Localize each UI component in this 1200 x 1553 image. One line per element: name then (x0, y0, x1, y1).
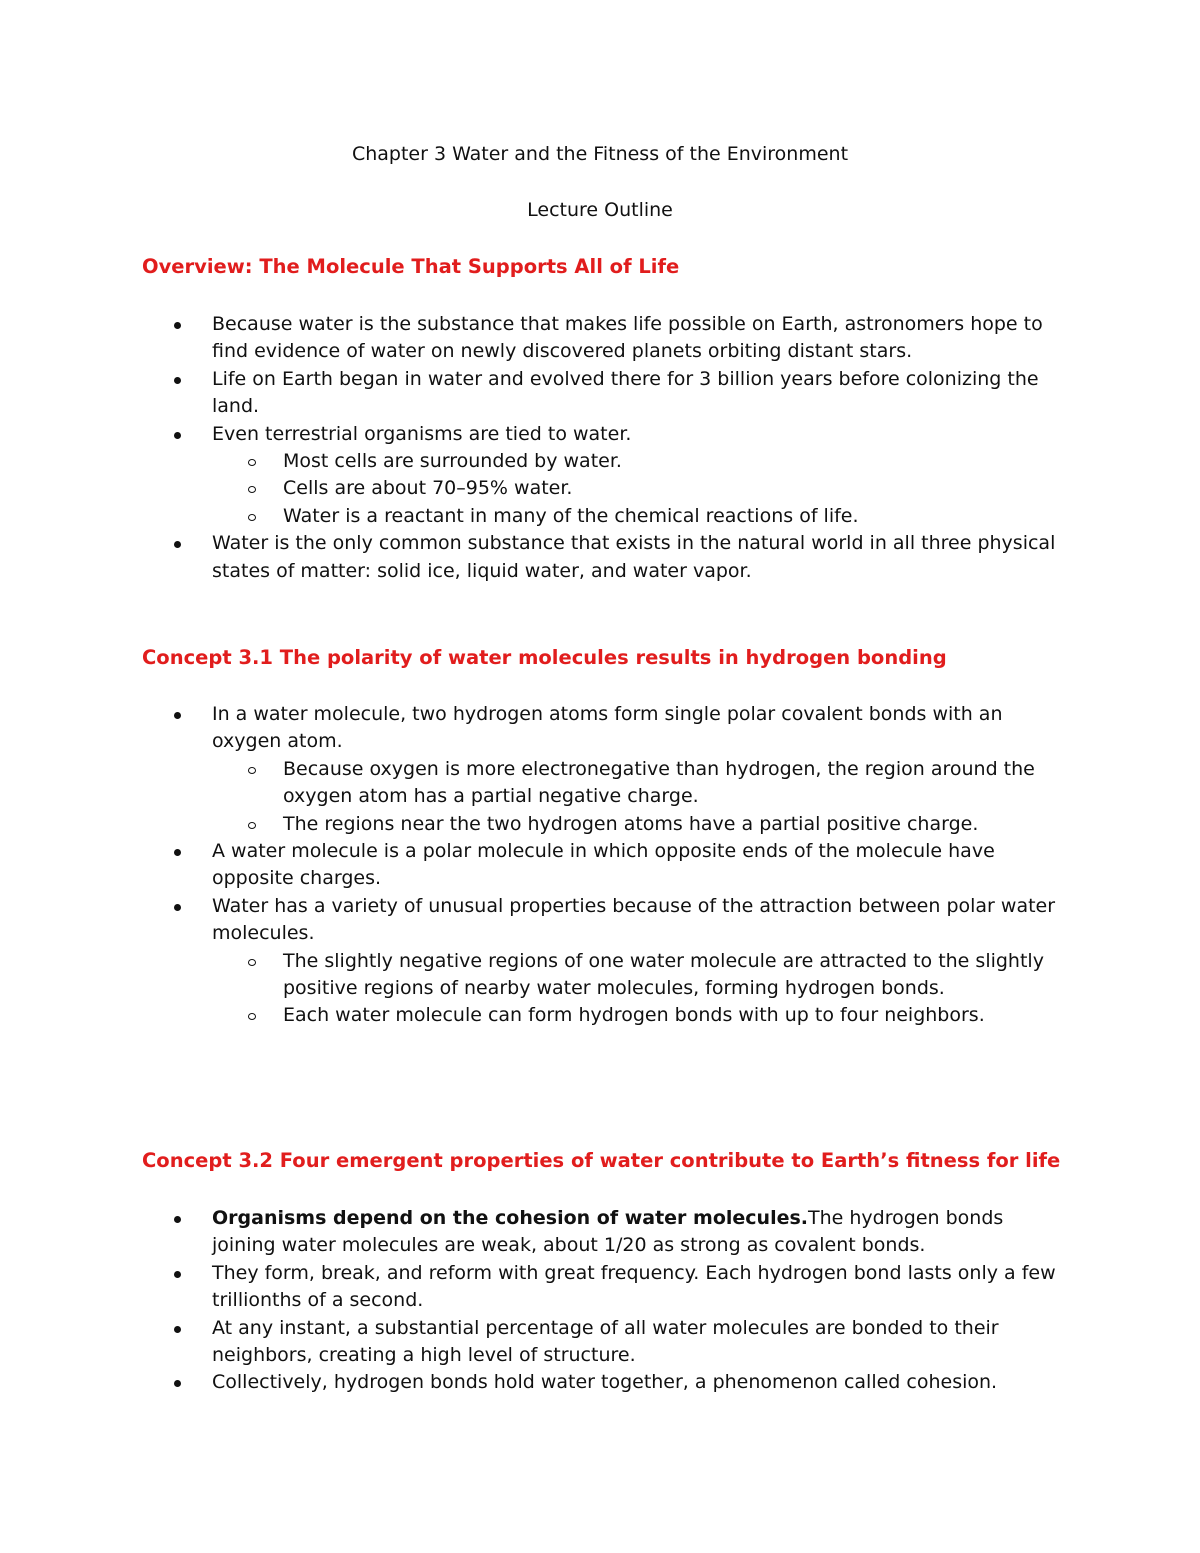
circle-bullet-icon (248, 514, 256, 521)
bullet-icon (174, 322, 181, 329)
list-item (0, 366, 1200, 421)
list-item (0, 530, 1200, 585)
bullet-icon (174, 432, 181, 439)
concept-3-2-heading: Concept 3.2 Four emergent properties of water contribute to Earth’s fitness for life (142, 1149, 1061, 1172)
list-item-text: Collectively, hydrogen bonds hold water together, a phenomenon called cohesion. (212, 1371, 998, 1394)
list-item-text: Because oxygen is more electronegative than hydrogen, the region around the oxygen atom has a partial negative charge. (283, 757, 1035, 808)
sub-list-item (0, 448, 1200, 475)
list-item-text: In a water molecule, two hydrogen atoms form single polar covalent bonds with an oxygen atom. (212, 703, 1003, 753)
list-item-text: The slightly negative regions of one water molecule are attracted to the slightly positive regions of nearby water molecules, forming hydrogen bonds. (283, 949, 1044, 1000)
overview-heading: Overview: The Molecule That Supports All of Life (142, 255, 680, 278)
list-item (0, 1315, 1200, 1370)
list-item-text: Cells are about 70–95% water. (283, 477, 573, 500)
bullet-icon (174, 1216, 181, 1223)
list-item-bold-text: Organisms depend on the cohesion of water molecules. (212, 1207, 809, 1229)
circle-bullet-icon (248, 959, 256, 966)
list-item (0, 838, 1200, 893)
bullet-icon (174, 1380, 181, 1387)
bullet-icon (174, 377, 181, 384)
list-item-text: Water has a variety of unusual properties because of the attraction between polar water molecules. (212, 894, 1056, 945)
list-item-text: The hydrogen bonds joining water molecules are weak, about 1/20 as strong as covalent bonds. (212, 1207, 1004, 1257)
list-item-text: Most cells are surrounded by water. (283, 450, 622, 473)
concept-3-2-list (0, 1205, 1200, 1397)
document-title: Chapter 3 Water and the Fitness of the Environment (351, 143, 849, 165)
bullet-icon (174, 541, 181, 548)
list-item (0, 421, 1200, 448)
list-item-text: Because water is the substance that makes life possible on Earth, astronomers hope to find evidence of water on newly discovered planets orbiting distant stars. (212, 313, 1043, 363)
list-item-text: The regions near the two hydrogen atoms have a partial positive charge. (283, 812, 979, 835)
concept-3-1-list (0, 701, 1200, 1030)
list-item (0, 311, 1200, 366)
concept-3-1-heading: Concept 3.1 The polarity of water molecules results in hydrogen bonding (142, 646, 947, 669)
overview-list (0, 311, 1200, 585)
list-item-text: Each water molecule can form hydrogen bonds with up to four neighbors. (283, 1004, 985, 1027)
list-item (0, 1205, 1200, 1260)
list-item-text: They form, break, and reform with great frequency. Each hydrogen bond lasts only a few trillionths of a second. (212, 1261, 1056, 1312)
sub-list-item (0, 503, 1200, 530)
list-item-text: At any instant, a substantial percentage of all water molecules are bonded to their neighbors, creating a high level of structure. (212, 1316, 999, 1367)
list-item-text: A water molecule is a polar molecule in which opposite ends of the molecule have opposite charges. (212, 840, 995, 890)
list-item-text: Even terrestrial organisms are tied to water. (212, 422, 632, 445)
list-item (0, 893, 1200, 948)
circle-bullet-icon (248, 459, 256, 466)
list-item (0, 701, 1200, 756)
sub-list-item (0, 475, 1200, 502)
circle-bullet-icon (248, 767, 256, 774)
list-item (0, 1369, 1200, 1396)
sub-list-item (0, 756, 1200, 811)
bullet-icon (174, 1271, 181, 1278)
sub-list-item (0, 948, 1200, 1003)
sub-list-item (0, 1002, 1200, 1029)
circle-bullet-icon (248, 486, 256, 493)
list-item (0, 1260, 1200, 1315)
circle-bullet-icon (248, 822, 256, 829)
list-item-text: Life on Earth began in water and evolved there for 3 billion years before colonizing the land. (212, 367, 1039, 418)
list-item-text: Water is a reactant in many of the chemical reactions of life. (283, 504, 859, 527)
document-subtitle: Lecture Outline (527, 199, 673, 221)
bullet-icon (174, 1326, 181, 1333)
list-item-text: Water is the only common substance that exists in the natural world in all three physical states of matter: solid ice, liquid water, and water vapor. (212, 532, 1056, 582)
circle-bullet-icon (248, 1013, 256, 1020)
bullet-icon (174, 849, 181, 856)
bullet-icon (174, 712, 181, 719)
sub-list-item (0, 811, 1200, 838)
bullet-icon (174, 904, 181, 911)
